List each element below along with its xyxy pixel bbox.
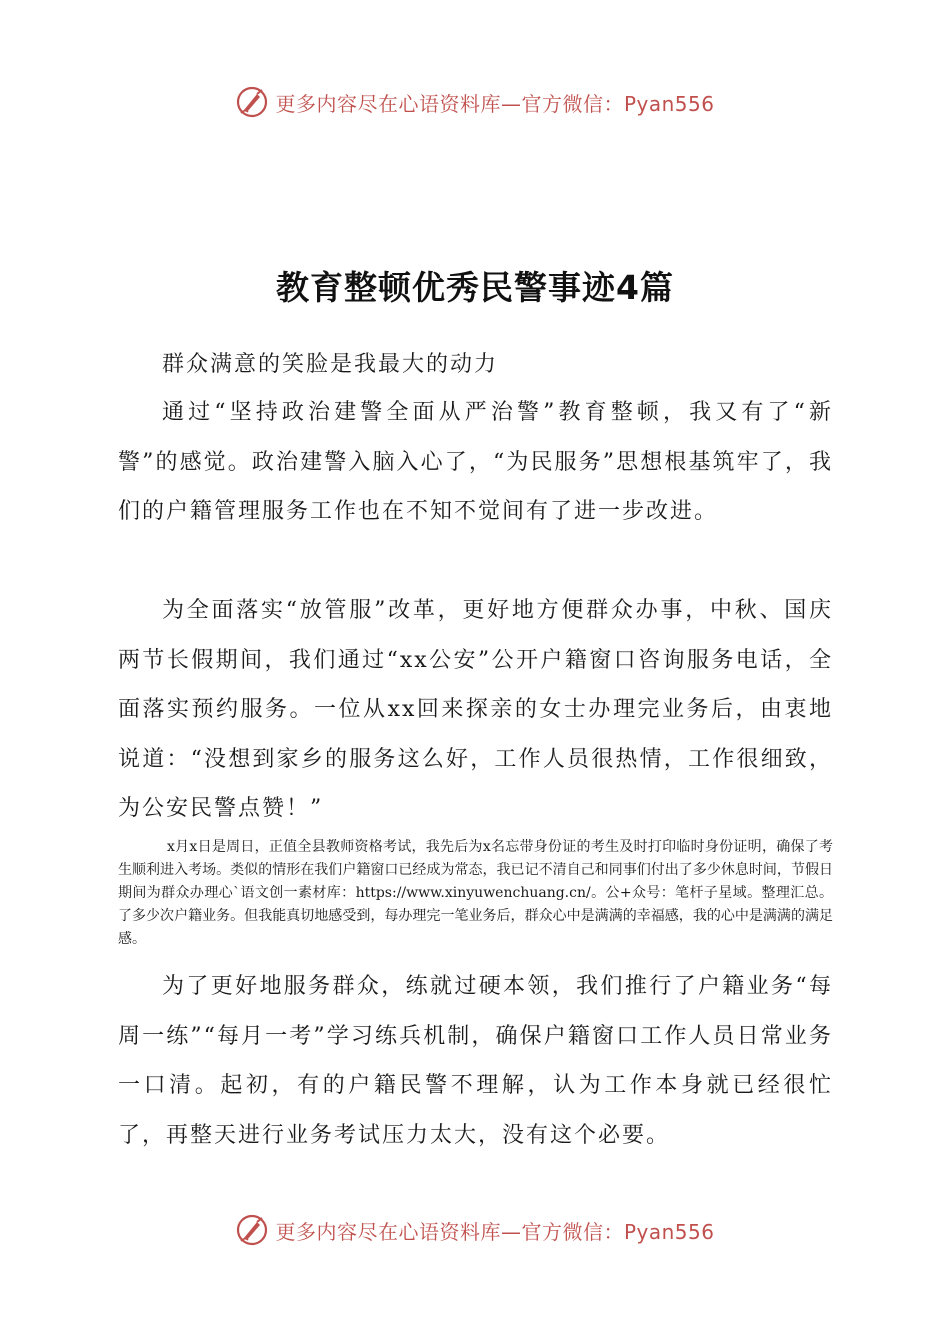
paragraph-4: 为了更好地服务群众，练就过硬本领，我们推行了户籍业务“每周一练”“每月一考”学习练兵机制，确保户籍窗口工作人员日常业务一口清。起初，有的户籍民警不理解，认为工作本身就已经很忙了，再整天进行业务考试压力太大，没有这个必要。 xyxy=(118,974,833,1148)
watermark-text: 更多内容尽在心语资料库—官方微信：Pyan556 xyxy=(275,1219,715,1244)
header-watermark xyxy=(0,82,950,122)
quill-pen-icon xyxy=(235,85,269,119)
paragraph-3-small: x月x日是周日，正值全县教师资格考试，我先后为x名忘带身份证的考生及时打印临时身份证明，确保了考生顺利进入考场。类似的情形在我们户籍窗口已经成为常态，我已记不清自己和同事们付出了多少休息时间，节假日期间为群众办理心`语文创一素材库：https://www.xinyuwenchuang.cn/。公+众号：笔杆子星域。整理汇总。了多少次户籍业务。但我能真切地感受到，每办理完一笔业务后，群众心中是满满的幸福感，我的心中是满满的满足感。 xyxy=(118,839,833,947)
paragraph-1: 通过“坚持政治建警全面从严治警”教育整顿，我又有了“新警”的感觉。政治建警入脑入心了，“为民服务”思想根基筑牢了，我们的户籍管理服务工作也在不知不觉间有了进一步改进。 xyxy=(118,400,833,524)
paragraph-2: 为全面落实“放管服”改革，更好地方便群众办事，中秋、国庆两节长假期间，我们通过“xx公安”公开户籍窗口咨询服务电话，全面落实预约服务。一位从xx回来探亲的女士办理完业务后，由衷地说道：“没想到家乡的服务这么好，工作人员很热情，工作很细致，为公安民警点赞！” xyxy=(118,598,833,821)
watermark-text: 更多内容尽在心语资料库—官方微信：Pyan556 xyxy=(275,91,715,116)
document-title: 教育整顿优秀民警事迹4篇 xyxy=(276,268,674,307)
footer-watermark xyxy=(0,1210,950,1250)
quill-pen-icon xyxy=(235,1213,269,1247)
document-subtitle: 群众满意的笑脸是我最大的动力 xyxy=(162,352,499,377)
